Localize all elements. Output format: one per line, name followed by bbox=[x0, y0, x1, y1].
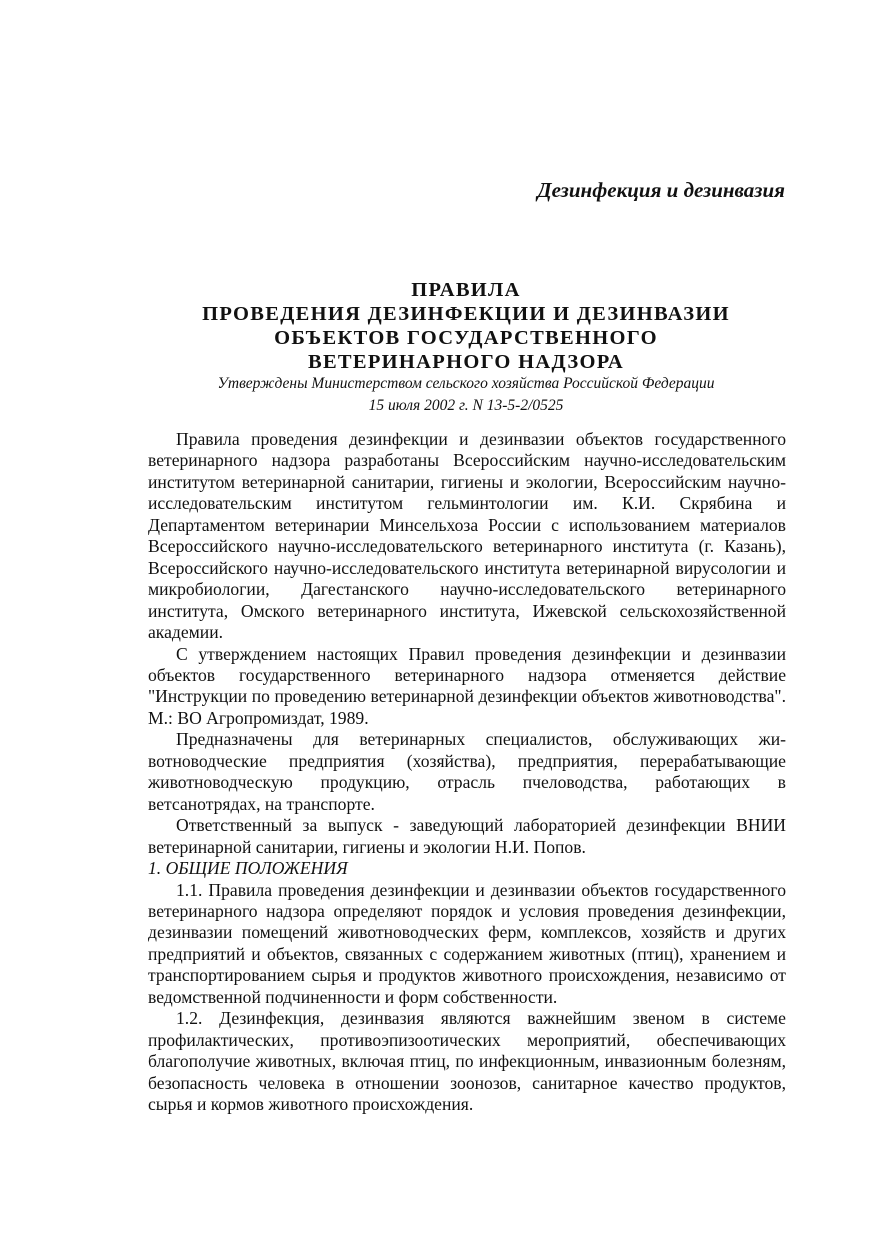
section-heading: 1. ОБЩИЕ ПОЛОЖЕНИЯ bbox=[148, 858, 348, 879]
approval-note bbox=[148, 373, 784, 417]
title-line: ВЕТЕРИНАРНОГО НАДЗОРА bbox=[307, 351, 625, 373]
intro-paragraph: Предназначены для ветеринарных специалистов, обслуживающих животноводческие предприятия (хозяйства), предприятия, перерабатывающие животноводческую продукцию, отрасль пчеловодства, работающих в ветсанотрядах, на транспорте. bbox=[148, 729, 786, 814]
approval-line-1: Утверждены Министерством сельского хозяйства Российской Федерации bbox=[217, 375, 715, 392]
title-line: ОБЪЕКТОВ ГОСУДАРСТВЕННОГО bbox=[274, 327, 658, 349]
intro-paragraph: С утверждением настоящих Правил проведения дезинфекции и дезинвазии объектов государственного ветеринарного надзора отменяется действие "Инструкции по проведению ветеринарной дезинфекции объектов животноводства". М.: ВО Агропромиздат, 1989. bbox=[148, 643, 786, 728]
running-header: Дезинфекция и дезинвазия bbox=[537, 178, 785, 202]
document-title bbox=[148, 278, 784, 374]
document-body bbox=[148, 429, 786, 1116]
title-line: ПРАВИЛА bbox=[411, 279, 521, 301]
section-paragraph: 1.2. Дезинфекция, дезинвазия являются важнейшим звеном в системе профилактических, противоэпизоотических мероприятий, обеспечивающих благополучие животных, включая птиц, по инфекционным, инвазионным болезням, безопасность человека в отношении зоонозов, санитарное качество продуктов, сырья и кормов животного происхождения. bbox=[148, 1008, 786, 1115]
intro-paragraph: Правила проведения дезинфекции и дезинвазии объектов государственного ветеринарного надзора разработаны Всероссийским научно-исследовательским институтом ветеринарной санитарии, гигиены и экологии, Всероссийским научно-исследовательским институтом гельминтологии им. К.И. Скрябина и Департаментом ветеринарии Минсельхоза России с использованием материалов Всероссийского научно-исследовательского ветеринарного института (г. Казань), Всероссийского научно-исследовательского института ветеринарной вирусологии и микробиологии, Дагестанского научно-исследовательского ветеринарного института, Омского ветеринарного института, Ижевской сельскохозяйственной академии. bbox=[148, 429, 786, 643]
title-line: ПРОВЕДЕНИЯ ДЕЗИНФЕКЦИИ И ДЕЗИНВАЗИИ bbox=[202, 303, 730, 325]
intro-paragraph: Ответственный за выпуск - заведующий лабораторией дезинфекции ВНИИ ветеринарной санитарии, гигиены и экологии Н.И. Попов. bbox=[148, 815, 786, 857]
section-paragraph: 1.1. Правила проведения дезинфекции и дезинвазии объектов государственного ветеринарного надзора определяют порядок и условия проведения дезинфекции, дезинвазии помещений животноводческих ферм, комплексов, хозяйств и других предприятий и объектов, связанных с содержанием животных (птиц), хранением и транспортированием сырья и продуктов животного происхождения, независимо от ведомственной подчиненности и форм собственности. bbox=[148, 879, 786, 1007]
approval-line-2: 15 июля 2002 г. N 13-5-2/0525 bbox=[368, 397, 564, 414]
